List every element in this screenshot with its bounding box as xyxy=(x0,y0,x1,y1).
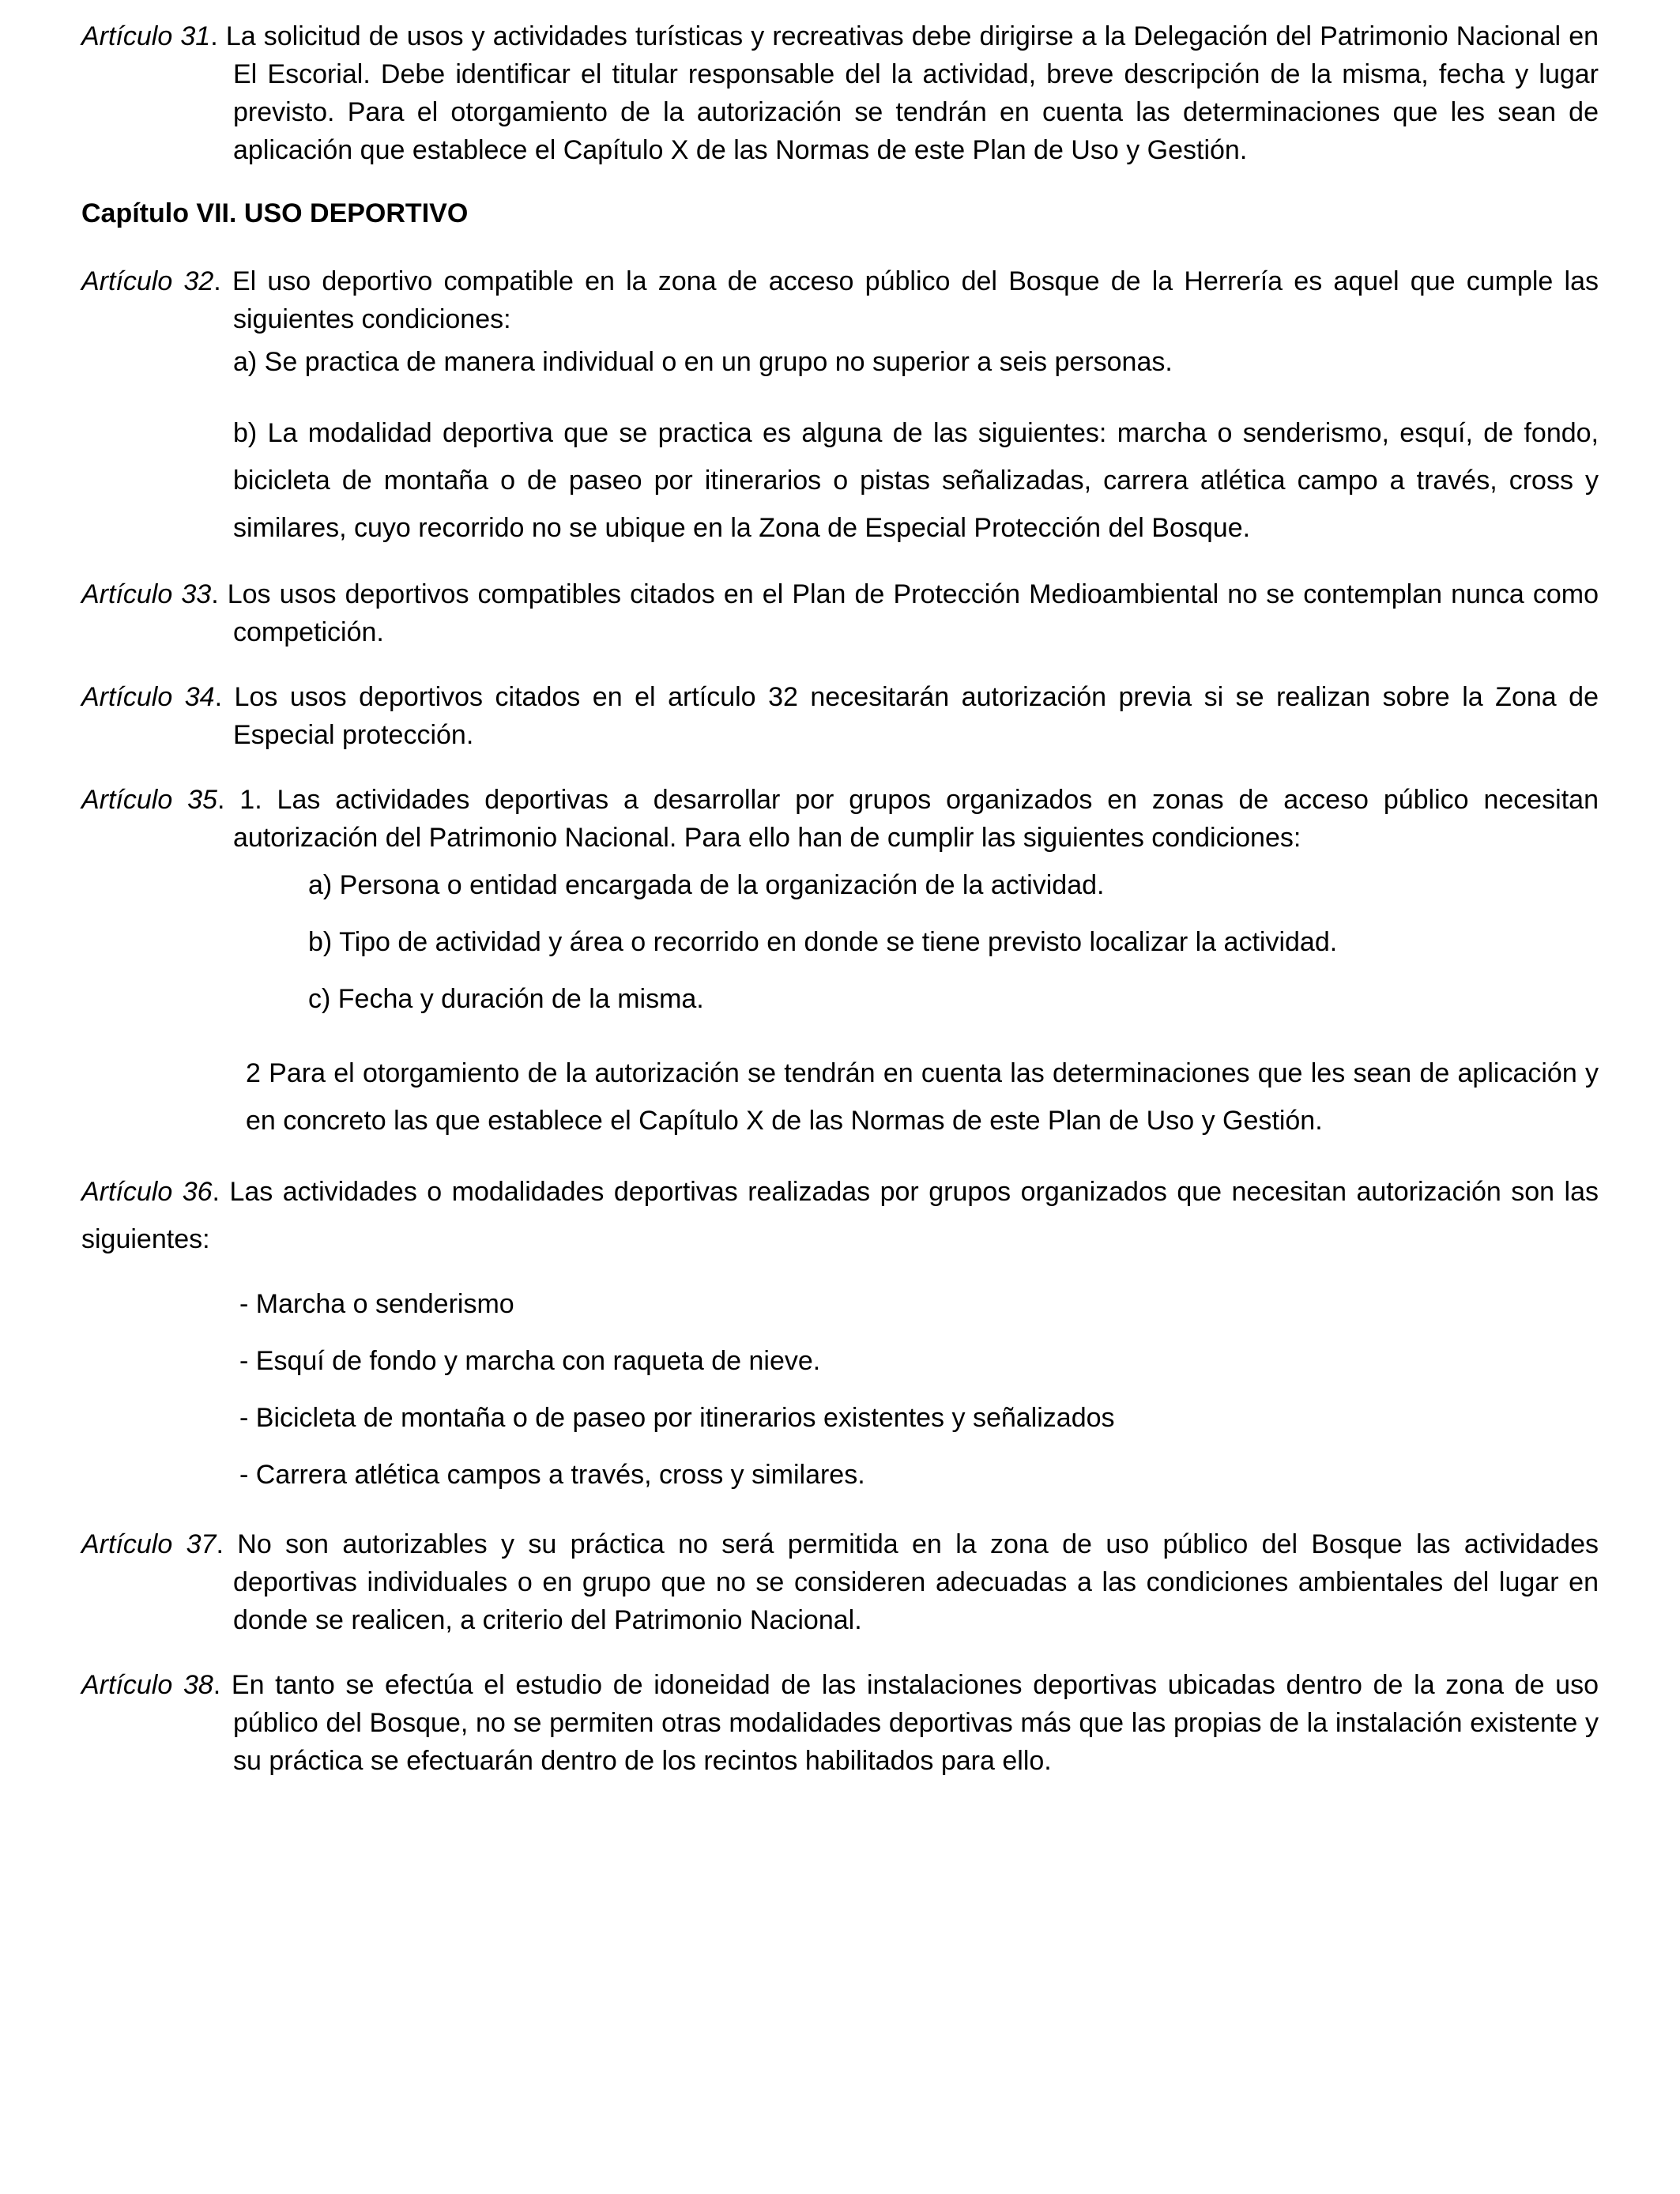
article-36-label: Artículo 36 xyxy=(81,1177,213,1207)
article-37 xyxy=(81,1525,1599,1639)
article-36-item: - Esquí de fondo y marcha con raqueta de nieve. xyxy=(239,1346,821,1376)
article-32-text: . El uso deportivo compatible en la zona de acceso público del Bosque de la Herrería es aquel que cumple las siguientes condiciones: xyxy=(213,266,1599,334)
article-31-label: Artículo 31 xyxy=(81,21,211,51)
article-35-label: Artículo 35 xyxy=(81,785,217,815)
article-36 xyxy=(81,1168,1599,1263)
article-31 xyxy=(81,17,1599,169)
article-36-text: . Las actividades o modalidades deportivas realizadas por grupos organizados que necesitan autorización son las siguientes: xyxy=(81,1177,1599,1254)
article-37-text: . No son autorizables y su práctica no será permitida en la zona de uso público del Bosque las actividades deportivas individuales o en grupo que no se consideren adecuadas a las condiciones ambientales del lugar en donde se realicen, a criterio del Patrimonio Nacional. xyxy=(216,1529,1599,1635)
article-36-item: - Carrera atlética campos a través, cross y similares. xyxy=(239,1460,865,1490)
article-36-item: - Marcha o senderismo xyxy=(239,1289,514,1319)
article-37-label: Artículo 37 xyxy=(81,1529,217,1559)
article-38 xyxy=(81,1666,1599,1780)
article-35-item-a: a) Persona o entidad encargada de la organización de la actividad. xyxy=(308,870,1105,900)
article-32-item-b: b) La modalidad deportiva que se practica es alguna de las siguientes: marcha o senderismo, esquí, de fondo, bicicleta de montaña o de paseo por itinerarios o pistas señalizadas, carrera atlética campo a través, cross y similares, cuyo recorrido no se ubique en la Zona de Especial Protección del Bosque. xyxy=(233,418,1599,543)
article-32-item-a: a) Se practica de manera individual o en un grupo no superior a seis personas. xyxy=(233,347,1173,377)
article-34-label: Artículo 34 xyxy=(81,682,215,712)
article-34 xyxy=(81,678,1599,754)
article-35-item-b: b) Tipo de actividad y área o recorrido en donde se tiene previsto localizar la actividad. xyxy=(308,927,1338,957)
article-35 xyxy=(81,781,1599,857)
article-32 xyxy=(81,262,1599,338)
chapter-heading: Capítulo VII. USO DEPORTIVO xyxy=(81,198,469,228)
article-35-item-c: c) Fecha y duración de la misma. xyxy=(308,984,704,1014)
article-33 xyxy=(81,575,1599,651)
document-page xyxy=(81,17,1599,1780)
article-35-paragraph-2: 2 Para el otorgamiento de la autorización se tendrán en cuenta las determinaciones que les sean de aplicación y en concreto las que establece el Capítulo X de las Normas de este Plan de Uso y Gestión. xyxy=(246,1058,1599,1136)
article-38-text: . En tanto se efectúa el estudio de idoneidad de las instalaciones deportivas ubicadas dentro de la zona de uso público del Bosque, no se permiten otras modalidades deportivas más que las propias de la instalación existente y su práctica se efectuarán dentro de los recintos habilitados para ello. xyxy=(213,1670,1599,1776)
article-33-text: . Los usos deportivos compatibles citados en el Plan de Protección Medioambiental no se contemplan nunca como competición. xyxy=(211,579,1599,647)
article-32-label: Artículo 32 xyxy=(81,266,214,296)
article-38-label: Artículo 38 xyxy=(81,1670,213,1700)
article-31-text: . La solicitud de usos y actividades turísticas y recreativas debe dirigirse a la Delegación del Patrimonio Nacional en El Escorial. Debe identificar el titular responsable del la actividad, breve descripción de la misma, fecha y lugar previsto. Para el otorgamiento de la autorización se tendrán en cuenta las determinaciones que les sean de aplicación que establece el Capítulo X de las Normas de este Plan de Uso y Gestión. xyxy=(210,21,1599,165)
article-35-text: . 1. Las actividades deportivas a desarrollar por grupos organizados en zonas de acceso público necesitan autorización del Patrimonio Nacional. Para ello han de cumplir las siguientes condiciones: xyxy=(217,785,1599,853)
article-36-item: - Bicicleta de montaña o de paseo por itinerarios existentes y señalizados xyxy=(239,1403,1115,1433)
article-34-text: . Los usos deportivos citados en el artículo 32 necesitarán autorización previa si se realizan sobre la Zona de Especial protección. xyxy=(214,682,1599,750)
article-33-label: Artículo 33 xyxy=(81,579,212,609)
